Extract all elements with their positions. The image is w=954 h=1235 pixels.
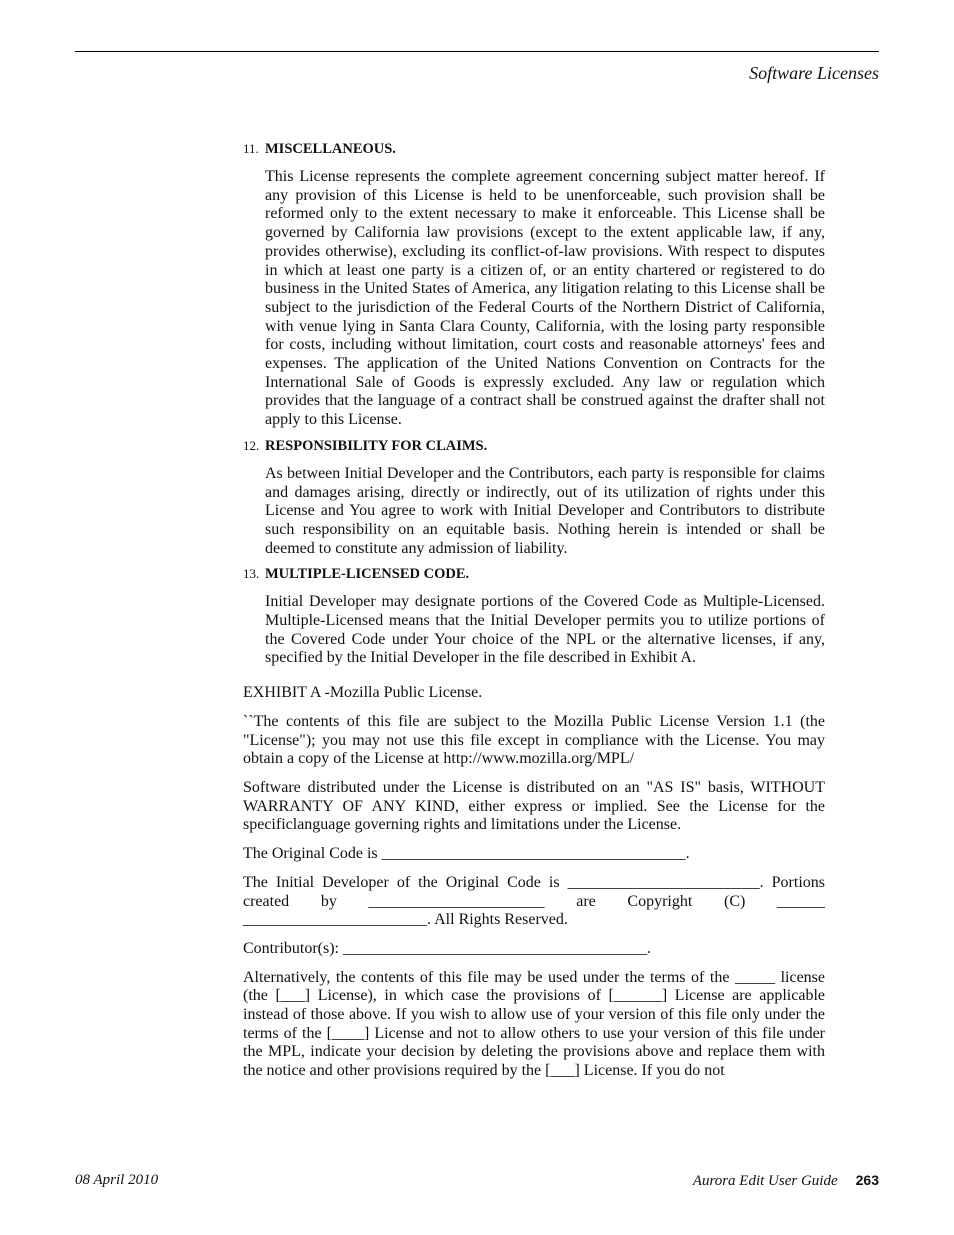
section-responsibility-for-claims [243,437,825,559]
exhibit-heading: EXHIBIT A -Mozilla Public License. [243,684,483,702]
footer-date: 08 April 2010 [75,1172,159,1188]
exhibit-paragraph: Software distributed under the License is distributed on an "AS IS" basis, WITHOUT WARRANTY OF ANY KIND, either express or implied. See the License for the specificlanguage governing rights and limitations under the License. [243,778,825,834]
exhibit-paragraph: ``The contents of this file are subject to the Mozilla Public License Version 1.1 (the "License"); you may not use this file except in compliance with the License. You may obtain a copy of the License at http://www.mozilla.org/MPL/ [243,712,825,768]
section-number: 12. [243,437,260,453]
section-title: MULTIPLE-LICENSED CODE. [265,566,470,583]
initial-developer-line: The Initial Developer of the Original Code is ________________________. Portions created by ______________________ are Copyright (C) ______ _______________________. All Rights Reserved. [243,873,825,929]
page-number: 263 [855,1172,879,1188]
page-content [243,140,825,1091]
section-title: RESPONSIBILITY FOR CLAIMS. [265,437,488,454]
section-number: 13. [243,566,260,582]
contributors-line: Contributor(s): ______________________________________. [243,939,651,957]
section-body: This License represents the complete agreement concerning subject matter hereof. If any provision of this License is held to be unenforceable, such provision shall be reformed only to the extent necessary to make it enforceable. This License shall be governed by California law provisions (except to the extent applicable law, if any, provides otherwise), excluding its conflict-of-law provisions. With respect to disputes in which at least one party is a citizen of, or an entity chartered or registered to do business in the United States of America, any litigation relating to this License shall be subject to the jurisdiction of the Federal Courts of the Northern District of California, with venue lying in Santa Clara County, California, with the losing party responsible for costs, including without limitation, court costs and reasonable attorneys' fees and expenses. The application of the United Nations Convention on Contracts for the International Sale of Goods is expressly excluded. Any law or regulation which provides that the language of a contract shall be construed against the drafter shall not apply to this License. [265,168,825,429]
section-number: 11. [243,141,259,156]
header-rule [75,51,879,52]
footer-right [693,1172,879,1190]
section-body: As between Initial Developer and the Contributors, each party is responsible for claims and damages arising, directly or indirectly, out of its utilization of rights under this License and You agree to work with Initial Developer and Contributors to distribute such responsibility on an equitable basis. Nothing herein is intended or shall be deemed to constitute any admission of liability. [265,464,825,557]
section-multiple-licensed-code [243,565,825,668]
section-heading [243,140,825,158]
section-body: Initial Developer may designate portions of the Covered Code as Multiple-Licensed. Multiple-Licensed means that the Initial Developer permits you to utilize portions of the Covered Code under Your choice of the NPL or the alternative licenses, if any, specified by the Initial Developer in the file described in Exhibit A. [265,593,825,667]
exhibit-paragraph: Alternatively, the contents of this file may be used under the terms of the _____ license (the [___] License), in which case the provisions of [______] License are applicable instead of those above. If you wish to allow use of your version of this file only under the terms of the [____] License and not to allow others to use your version of this file under the MPL, indicate your decision by deleting the provisions above and replace them with the notice and other provisions required by the [___] License. If you do not [243,968,825,1080]
footer-guide-title: Aurora Edit User Guide [692,1173,838,1189]
section-miscellaneous [243,140,825,430]
section-title: MISCELLANEOUS. [265,141,396,157]
running-head: Software Licenses [749,63,879,83]
section-heading [243,437,825,455]
section-heading [243,565,825,583]
original-code-line: The Original Code is ______________________________________. [243,845,690,863]
